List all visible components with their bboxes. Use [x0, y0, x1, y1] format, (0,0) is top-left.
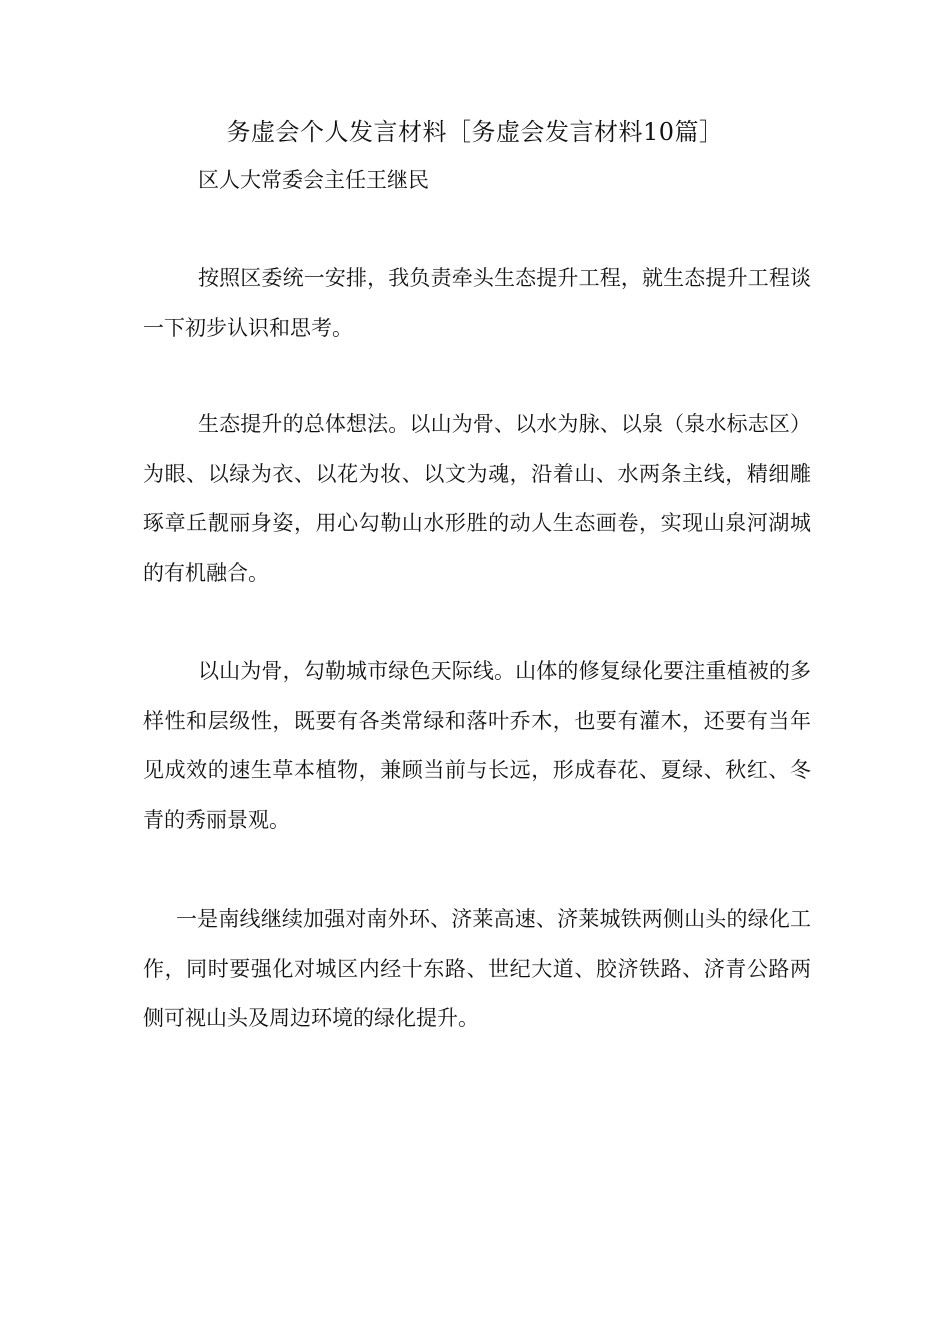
paragraph-mountain-skeleton: 以山为骨，勾勒城市绿色天际线。山体的修复绿化要注重植被的多样性和层级性，既要有各类常绿和落叶乔木，也要有灌木，还要有当年见成效的速生草本植物，兼顾当前与长远，形成春花、夏绿、秋红、冬青的秀丽景观。	[143, 659, 811, 832]
paragraph-overall-idea: 生态提升的总体想法。以山为骨、以水为脉、以泉（泉水标志区）为眼、以绿为衣、以花为妆、以文为魂，沿着山、水两条主线，精细雕琢章丘靓丽身姿，用心勾勒山水形胜的动人生态画卷，实现山泉河湖城的有机融合。	[143, 412, 811, 585]
document-title: 务虚会个人发言材料［务虚会发言材料10篇］	[226, 118, 724, 146]
paragraph-intro: 按照区委统一安排，我负责牵头生态提升工程，就生态提升工程谈一下初步认识和思考。	[143, 266, 811, 340]
document-author: 区人大常委会主任王继民	[198, 168, 429, 192]
paragraph-south-line: 一是南线继续加强对南外环、济莱高速、济莱城铁两侧山头的绿化工作，同时要强化对城区内经十东路、世纪大道、胶济铁路、济青公路两侧可视山头及周边环境的绿化提升。	[143, 907, 811, 1030]
